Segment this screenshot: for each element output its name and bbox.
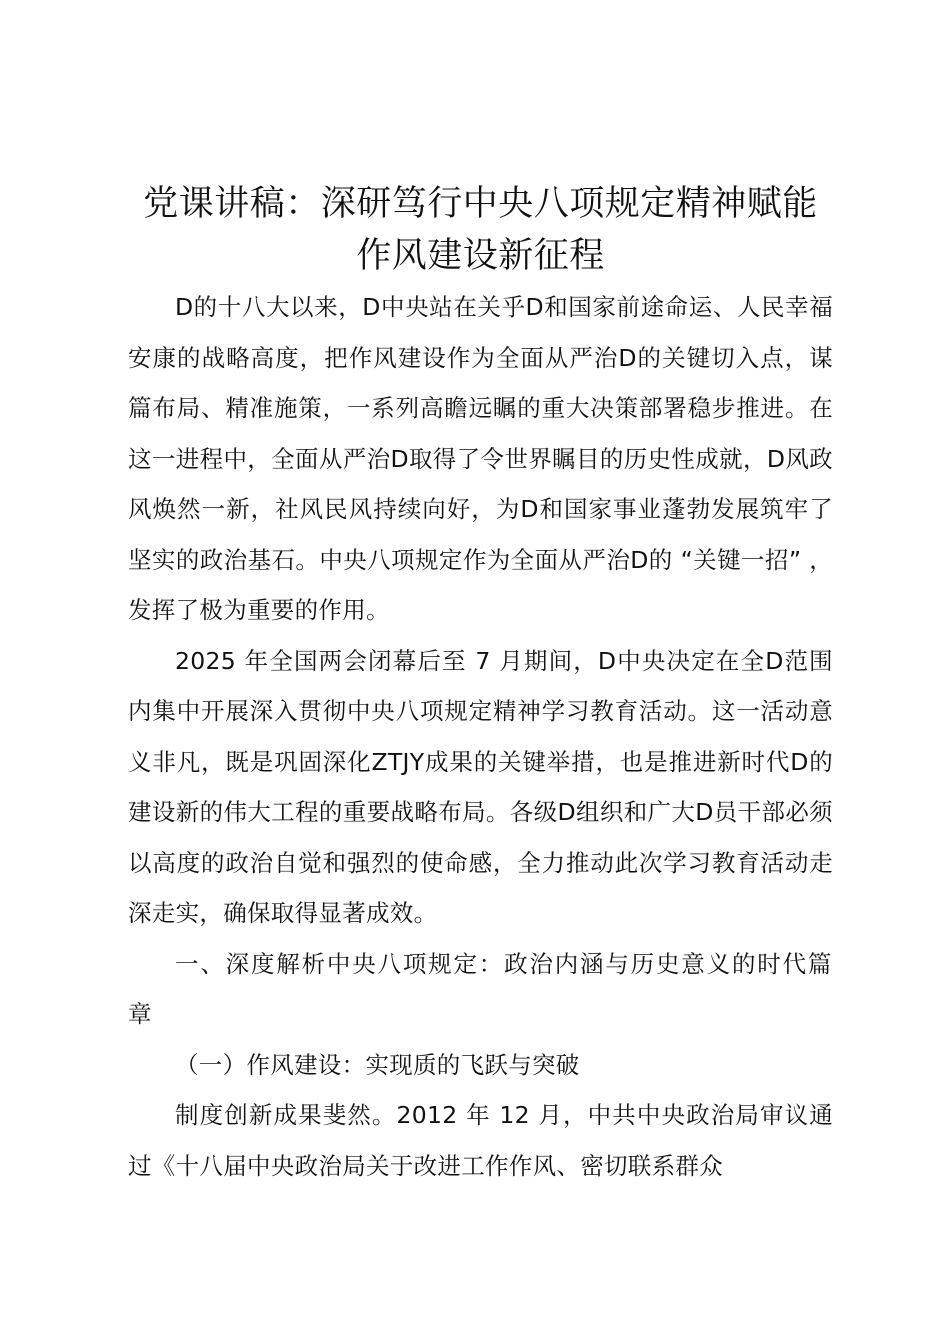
background-paragraph: 2025 年全国两会闭幕后至 7 月期间，D中央决定在全D范围内集中开展深入贯彻中央八项规定精神学习教育活动。这一活动意义非凡，既是巩固深化ZTJY成果的关键举措，也是推进新时代D的建设新的伟大工程的重要战略布局。各级D组织和广大D员干部必须以高度的政治自觉和强烈的使命感，全力推动此次学习教育活动走深走实，确保取得显著成效。	[128, 646, 833, 927]
document-title: 党课讲稿：深研笃行中央八项规定精神赋能作风建设新征程	[143, 184, 818, 276]
body-paragraph: 制度创新成果斐然。2012 年 12 月，中共中央政治局审议通过《十八届中央政治局关于改进工作作风、密切联系群众	[128, 1101, 833, 1180]
section-heading: 一、深度解析中央八项规定：政治内涵与历史意义的时代篇章	[128, 949, 833, 1028]
intro-paragraph: D的十八大以来，D中央站在关乎D和国家前途命运、人民幸福安康的战略高度，把作风建设作为全面从严治D的关键切入点，谋篇布局、精准施策，一系列高瞻远瞩的重大决策部署稳步推进。在这一进程中，全面从严治D取得了令世界瞩目的历史性成就，D风政风焕然一新，社风民风持续向好，为D和国家事业蓬勃发展筑牢了坚实的政治基石。中央八项规定作为全面从严治D的 “关键一招” ，发挥了极为重要的作用。	[128, 293, 833, 624]
subsection-heading: （一）作风建设：实现质的飞跃与突破	[175, 1050, 580, 1079]
document-page	[128, 178, 833, 1191]
